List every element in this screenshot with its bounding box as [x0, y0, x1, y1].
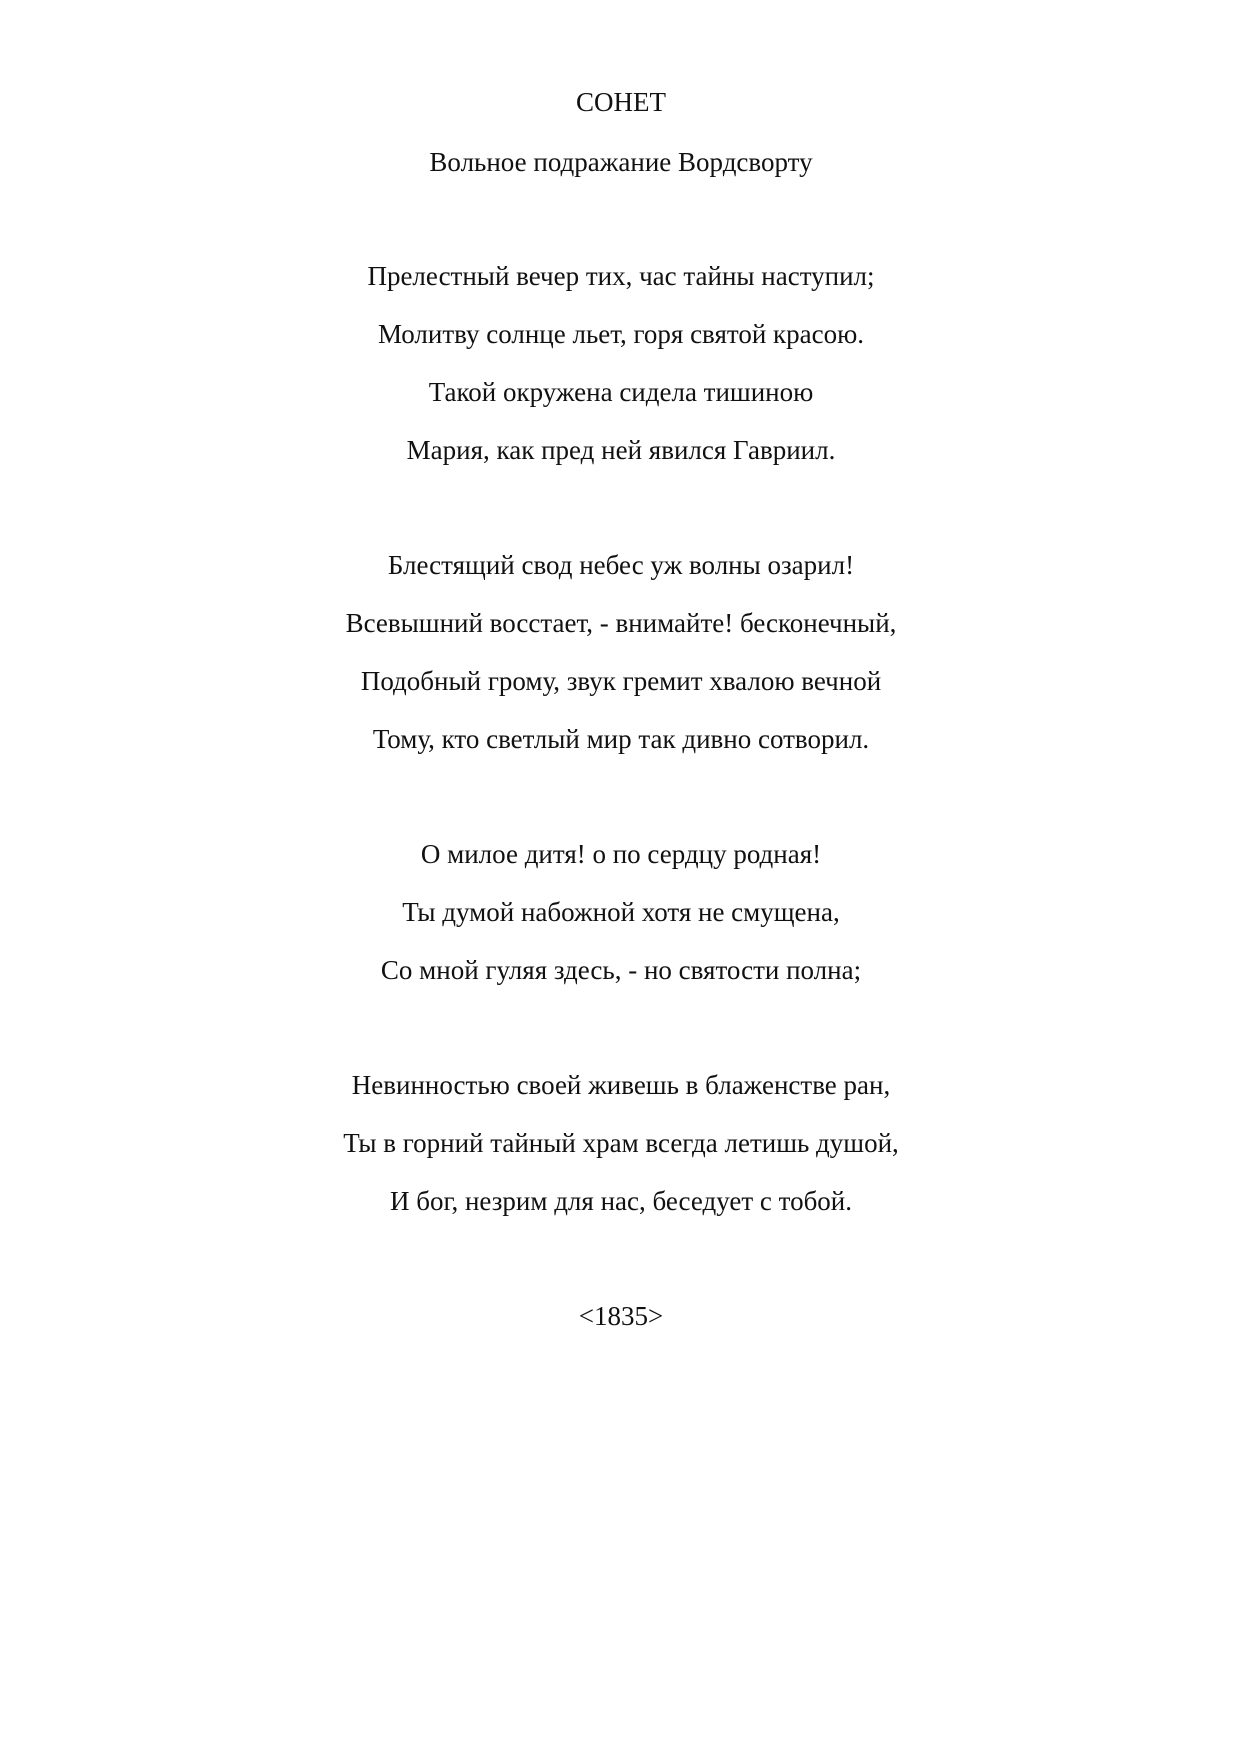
poem-line: Молитву солнце льет, горя святой красою.: [377, 319, 865, 349]
poem-line: Ты думой набожной хотя не смущена,: [402, 897, 840, 927]
poem-line: Блестящий свод небес уж волны озарил!: [387, 550, 855, 580]
poem-subtitle: Вольное подражание Вордсворту: [429, 147, 813, 177]
poem-line: И бог, незрим для нас, беседует с тобой.: [389, 1186, 853, 1216]
poem-line: Ты в горний тайный храм всегда летишь душой,: [343, 1128, 899, 1158]
poem-title: СОНЕТ: [576, 87, 666, 117]
poem-line: Всевышний восстает, - внимайте! бесконечный,: [345, 608, 897, 638]
poem-line: Подобный грому, звук гремит хвалою вечной: [360, 666, 882, 696]
poem-line: Невинностью своей живешь в блаженстве ран,: [351, 1070, 891, 1100]
poem-line: Прелестный вечер тих, час тайны наступил;: [367, 261, 875, 291]
poem-line: О милое дитя! о по сердцу родная!: [420, 839, 822, 869]
poem-line: Тому, кто светлый мир так дивно сотворил.: [372, 724, 870, 754]
poem-line: Со мной гуляя здесь, - но святости полна;: [380, 955, 862, 985]
poem-date: <1835>: [578, 1301, 664, 1331]
poem-line: Такой окружена сидела тишиною: [428, 377, 814, 407]
poem-line: Мария, как пред ней явился Гавриил.: [406, 435, 836, 465]
